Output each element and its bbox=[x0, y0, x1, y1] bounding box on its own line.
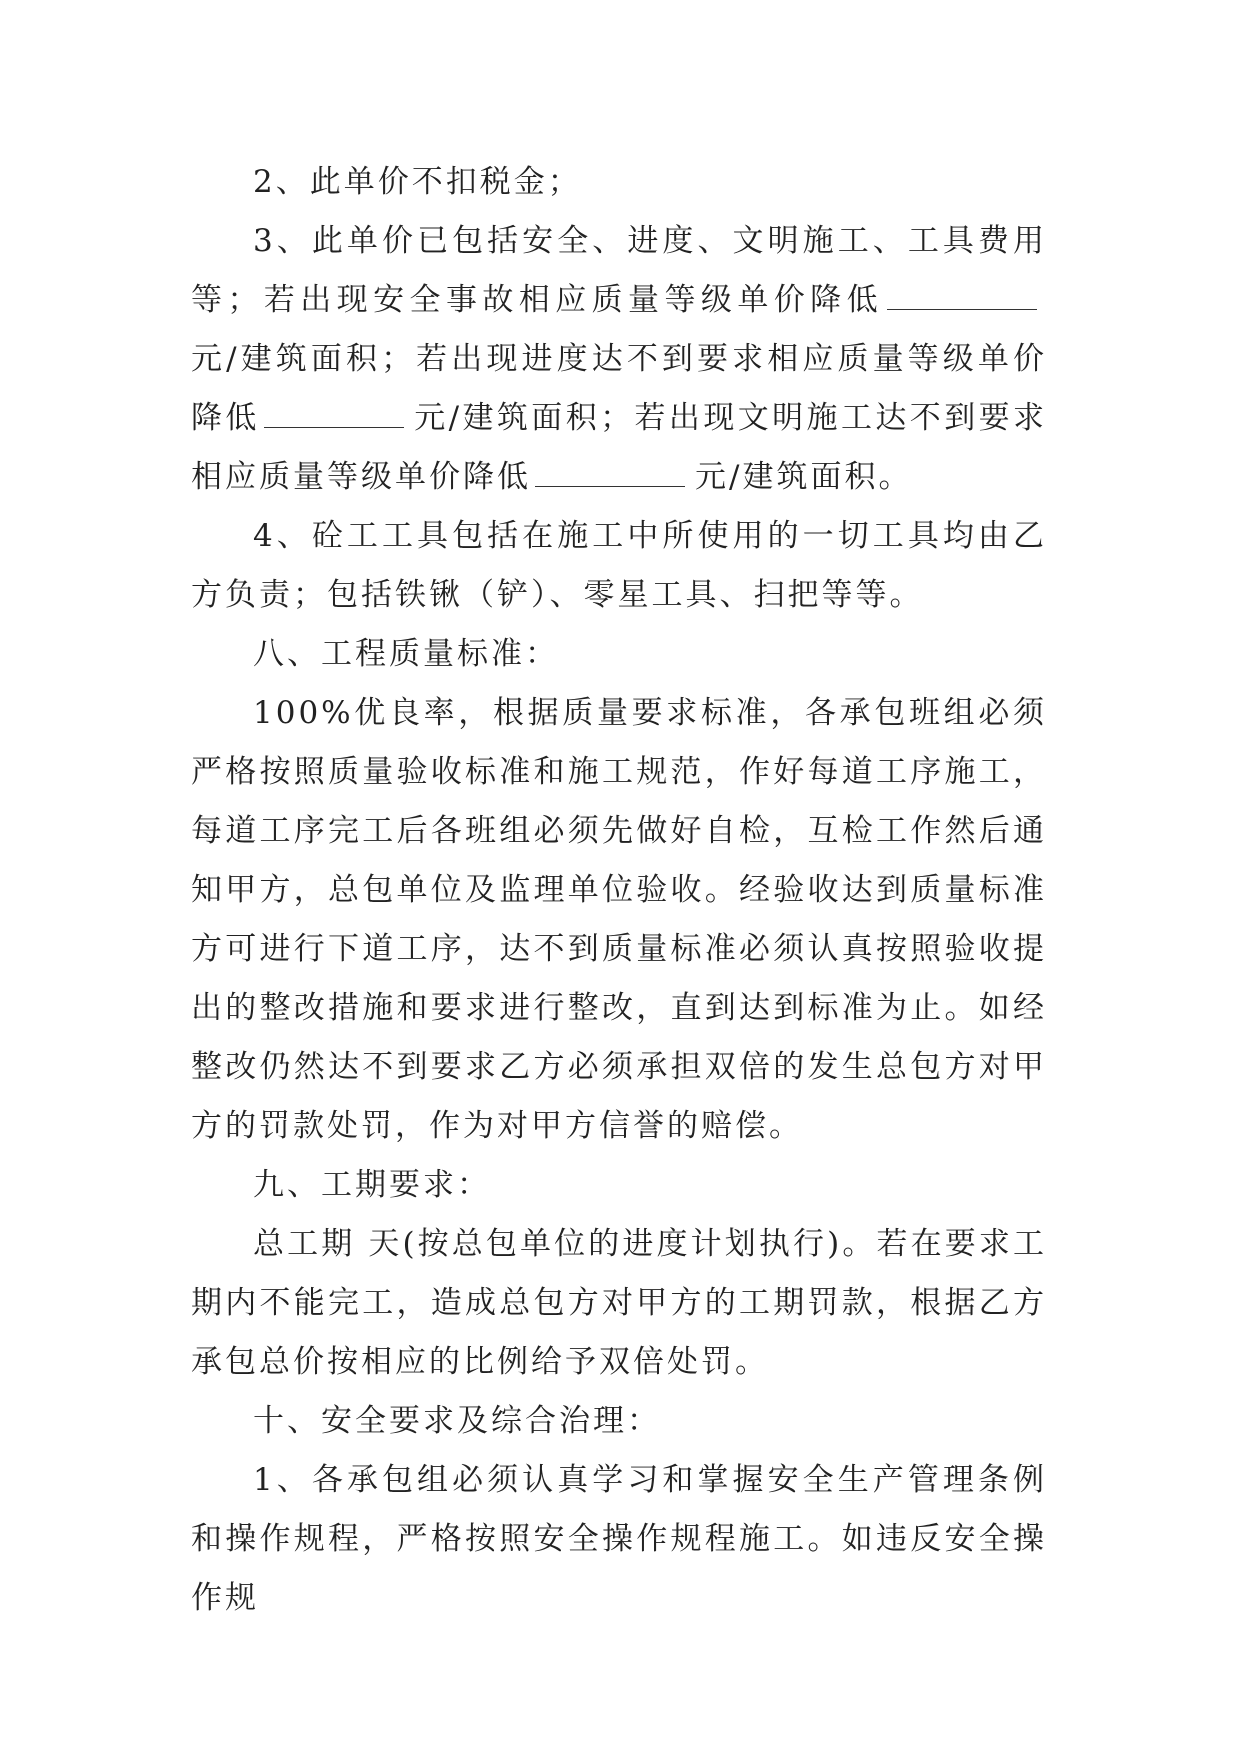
blank-field-civilized bbox=[535, 458, 685, 487]
deduction-text-end: 元/建筑面积。 bbox=[695, 459, 913, 495]
paragraph-tools: 4、砼工工具包括在施工中所使用的一切工具均由乙方负责；包括铁锹（铲）、零星工具、扫把等等。 bbox=[191, 518, 1047, 613]
blank-field-safety bbox=[887, 281, 1037, 310]
paragraph-tax: 2、此单价不扣税金； bbox=[253, 164, 582, 200]
deduction-text-progress: 元/建筑面积；若出现进度达不到要求相应质量等级单价降低 bbox=[191, 341, 1047, 436]
paragraph-schedule: 总工期 天(按总包单位的进度计划执行)。若在要求工期内不能完工，造成总包方对甲方的工期罚款，根据乙方承包总价按相应的比例给予双倍处罚。 bbox=[191, 1226, 1047, 1380]
paragraph-quality-standard: 100%优良率，根据质量要求标准，各承包班组必须严格按照质量验收标准和施工规范，作好每道工序施工，每道工序完工后各班组必须先做好自检，互检工作然后通知甲方，总包单位及监理单位验收。经验收达到质量标准方可进行下道工序，达不到质量标准必须认真按照验收提出的整改措施和要求进行整改，直到达到标准为止。如经整改仍然达不到要求乙方必须承担双倍的发生总包方对甲方的罚款处罚，作为对甲方信誉的赔偿。 bbox=[191, 695, 1047, 1144]
heading-schedule: 九、工期要求： bbox=[253, 1167, 491, 1203]
deduction-text-safety: 3、此单价已包括安全、进度、文明施工、工具费用等；若出现安全事故相应质量等级单价降低 bbox=[191, 223, 1047, 318]
heading-safety: 十、安全要求及综合治理： bbox=[253, 1403, 661, 1439]
deduction-text-civilized: 元/建筑面积；若出现文明施工达不到要求相应质量等级单价降低 bbox=[191, 400, 1048, 495]
heading-quality-standard: 八、工程质量标准： bbox=[253, 636, 559, 672]
document-page bbox=[191, 153, 1047, 1628]
blank-field-progress bbox=[264, 399, 404, 428]
paragraph-unit-price-deductions bbox=[191, 212, 1047, 507]
paragraph-safety: 1、各承包组必须认真学习和掌握安全生产管理条例和操作规程，严格按照安全操作规程施工。如违反安全操作规 bbox=[191, 1462, 1047, 1616]
